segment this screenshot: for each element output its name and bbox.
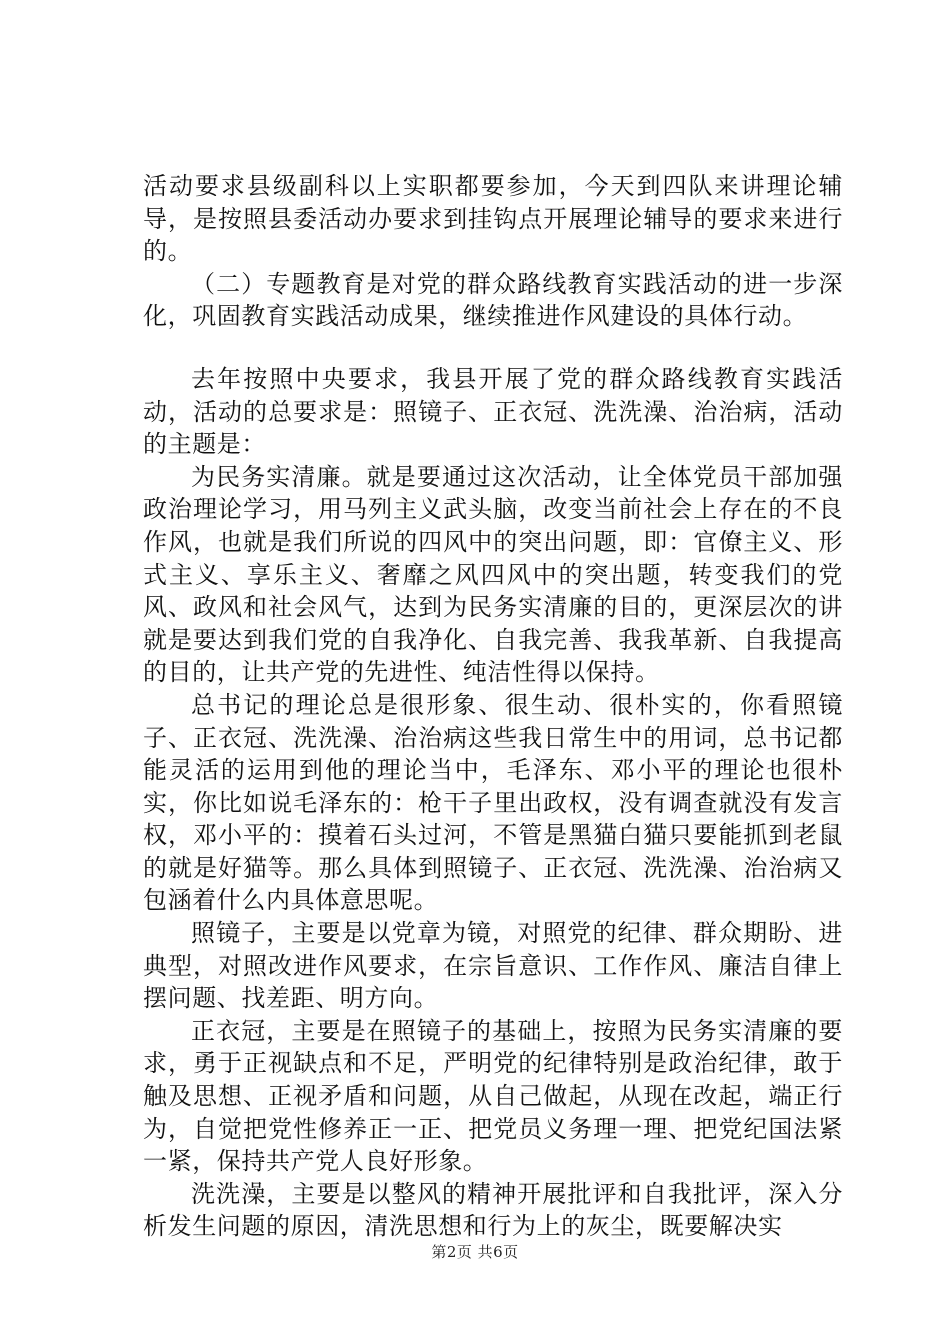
page-number-footer: 第2页 共6页 xyxy=(431,1243,519,1261)
paragraph-section-two: （二）专题教育是对党的群众路线教育实践活动的进一步深化，巩固教育实践活动成果，继续推进作风建设的具体行动。 xyxy=(143,269,843,331)
paragraph-mirror: 照镜子，主要是以党章为镜，对照党的纪律、群众期盼、进典型，对照改进作风要求，在宗旨意识、工作作风、廉洁自律上摆问题、找差距、明方向。 xyxy=(143,919,843,1013)
paragraph-last-year: 去年按照中央要求，我县开展了党的群众路线教育实践活动，活动的总要求是：照镜子、正衣冠、洗洗澡、治治病，活动的主题是： xyxy=(143,364,843,459)
paragraph-general-secretary: 总书记的理论总是很形象、很生动、很朴实的，你看照镜子、正衣冠、洗洗澡、治治病这些我日常生中的用词，总书记都能灵活的运用到他的理论当中，毛泽东、邓小平的理论也很朴实，你比如说毛泽东的：枪干子里出政权，没有调查就没有发言权，邓小平的：摸着石头过河，不管是黑猫白猫只要能抓到老鼠的就是好猫等。那么具体到照镜子、正衣冠、洗洗澡、治治病又包涵着什么内具体意思呢。 xyxy=(143,690,843,915)
paragraph-theme: 为民务实清廉。就是要通过这次活动，让全体党员干部加强政治理论学习，用马列主义武头脑，改变当前社会上存在的不良作风，也就是我们所说的四风中的突出问题，即：官僚主义、形式主义、享乐主义、奢靡之风四风中的突出题，转变我们的党风、政风和社会风气，达到为民务实清廉的目的，更深层次的讲就是要达到我们党的自我净化、自我完善、我我革新、自我提高的目的，让共产党的先进性、纯洁性得以保持。 xyxy=(143,462,843,687)
paragraph-dress: 正衣冠，主要是在照镜子的基础上，按照为民务实清廉的要求，勇于正视缺点和不足，严明党的纪律特别是政治纪律，敢于触及思想、正视矛盾和问题，从自己做起，从现在改起，端正行为，自觉把党性修养正一正、把党员义务理一理、把党纪国法紧一紧，保持共产党人良好形象。 xyxy=(143,1016,843,1176)
paragraph-bath: 洗洗澡，主要是以整风的精神开展批评和自我批评，深入分析发生问题的原因，清洗思想和行为上的灰尘，既要解决实 xyxy=(143,1179,843,1241)
document-body xyxy=(143,170,843,1243)
paragraph-continuation: 活动要求县级副科以上实职都要参加，今天到四队来讲理论辅导，是按照县委活动办要求到挂钩点开展理论辅导的要求来进行的。 xyxy=(143,172,843,266)
